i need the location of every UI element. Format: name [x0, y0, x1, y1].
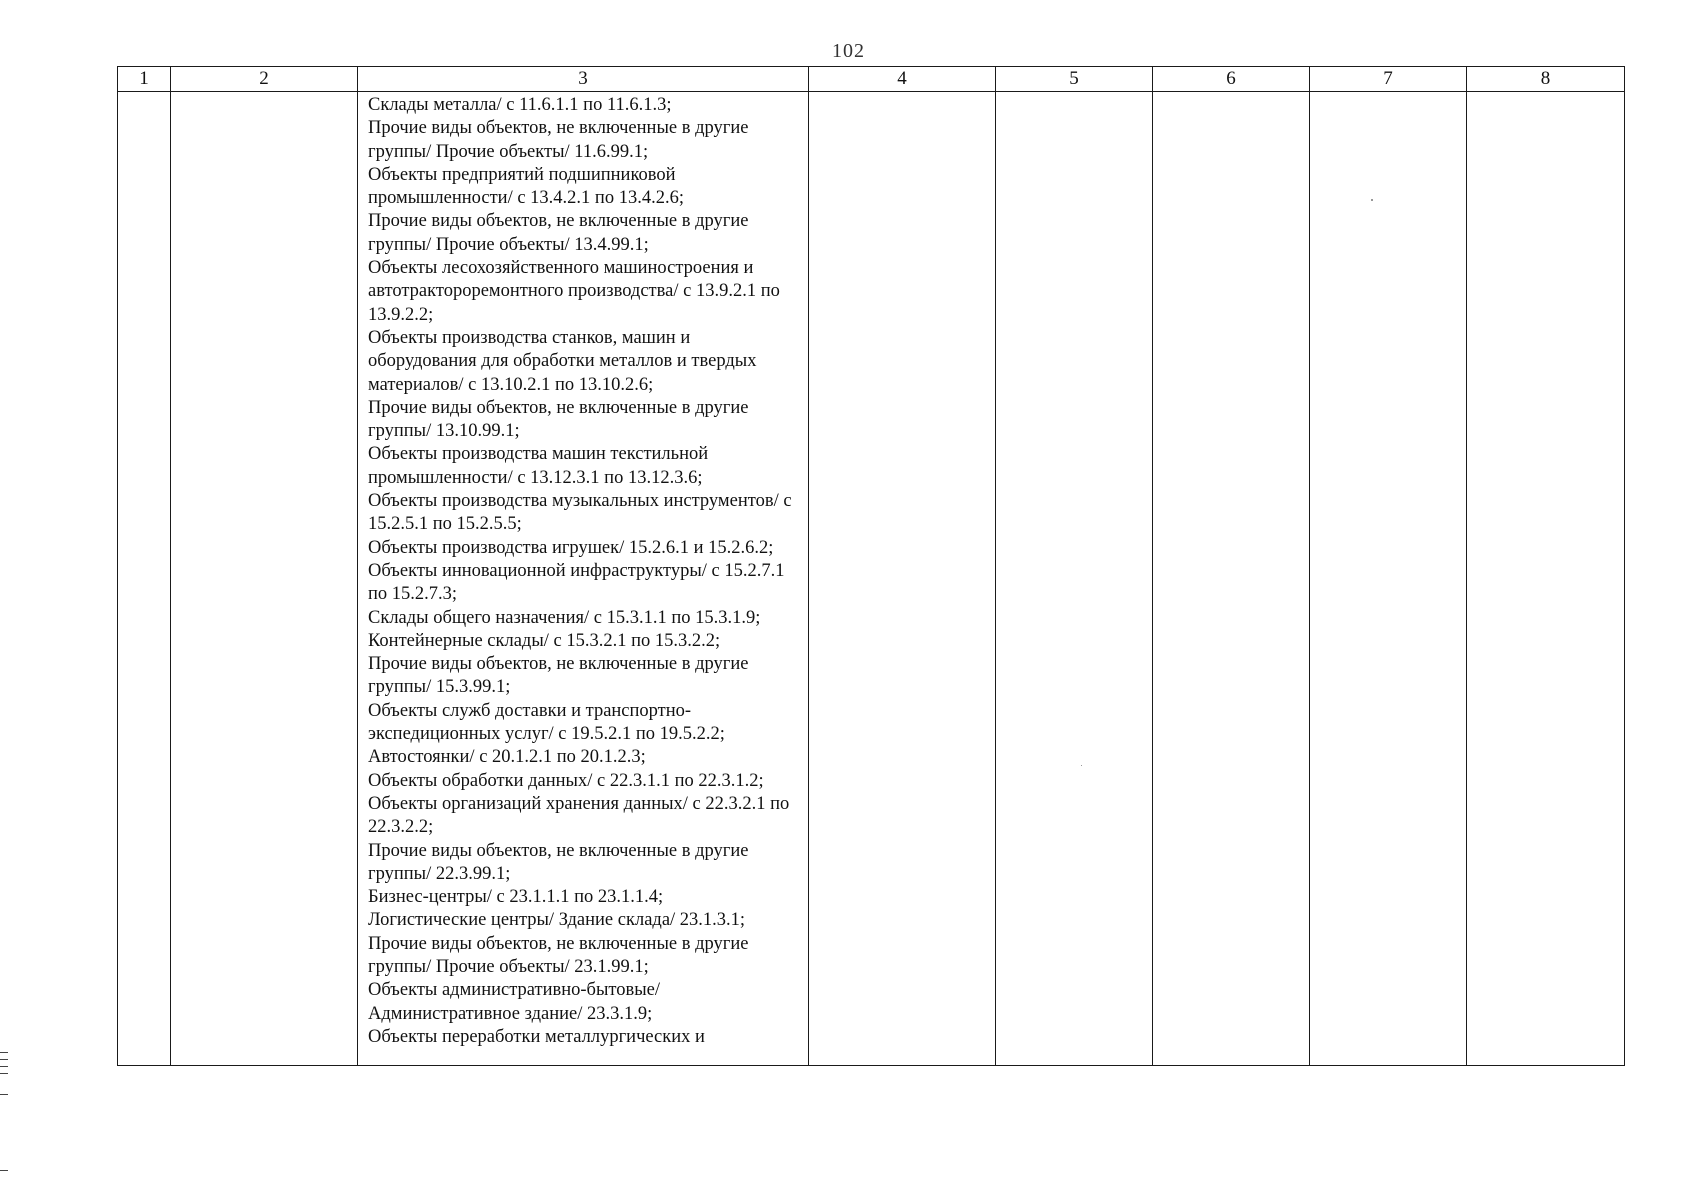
cell-col-1: [118, 92, 171, 1066]
header-col-5: 5: [996, 67, 1153, 92]
margin-mark: [0, 1170, 8, 1171]
list-item: Прочие виды объектов, не включенные в другие группы/ Прочие объекты/ 13.4.99.1;: [368, 211, 749, 255]
cell-col-5: [996, 92, 1153, 1066]
scan-speck: [1081, 765, 1082, 766]
table-row: [118, 92, 1625, 1066]
margin-mark: [0, 1059, 8, 1060]
list-item: Прочие виды объектов, не включенные в другие группы/ Прочие объекты/ 23.1.99.1;: [368, 933, 749, 977]
list-item: Склады металла/ с 11.6.1.1 по 11.6.1.3;: [368, 95, 672, 115]
list-item: Объекты обработки данных/ с 22.3.1.1 по 22.3.1.2;: [368, 770, 764, 791]
cell-col-4: [809, 92, 996, 1066]
cell-col-7: [1310, 92, 1467, 1066]
header-col-6: 6: [1153, 67, 1310, 92]
list-item: Прочие виды объектов, не включенные в другие группы/ 22.3.99.1;: [368, 840, 749, 884]
list-item: Прочие виды объектов, не включенные в другие группы/ Прочие объекты/ 11.6.99.1;: [368, 118, 749, 162]
header-col-1: 1: [118, 67, 171, 92]
document-table: [117, 66, 1625, 1066]
list-item: Объекты служб доставки и транспортно-экспедиционных услуг/ с 19.5.2.1 по 19.5.2.2;: [368, 700, 725, 745]
list-item: Логистические центры/ Здание склада/ 23.1.3.1;: [368, 910, 746, 931]
list-item: Объекты административно-бытовые/ Административное здание/ 23.3.1.9;: [368, 980, 660, 1024]
cell-col-8: [1467, 92, 1625, 1066]
margin-mark: [0, 1066, 8, 1067]
list-item: Склады общего назначения/ с 15.3.1.1 по 15.3.1.9;: [368, 607, 761, 628]
list-item: Прочие виды объектов, не включенные в другие группы/ 13.10.99.1;: [368, 397, 749, 442]
header-col-4: 4: [809, 67, 996, 92]
list-item: Объекты инновационной инфраструктуры/ с 15.2.7.1 по 15.2.7.3;: [368, 560, 785, 605]
header-col-8: 8: [1467, 67, 1625, 92]
list-item: Объекты производства музыкальных инструментов/ с 15.2.5.1 по 15.2.5.5;: [368, 491, 792, 535]
list-item: Объекты организаций хранения данных/ с 22.3.2.1 по 22.3.2.2;: [368, 793, 790, 838]
list-item: Объекты производства машин текстильной промышленности/ с 13.12.3.1 по 13.12.3.6;: [368, 444, 709, 488]
page-number: 102: [832, 40, 865, 62]
list-item: Объекты переработки металлургических и: [368, 1026, 705, 1047]
header-row: [118, 67, 1625, 92]
list-item: Бизнес-центры/ с 23.1.1.1 по 23.1.1.4;: [368, 887, 664, 908]
list-item: Объекты предприятий подшипниковой промышленности/ с 13.4.2.1 по 13.4.2.6;: [368, 164, 684, 209]
scan-speck: [1371, 199, 1373, 201]
cell-col-6: [1153, 92, 1310, 1066]
list-item: Контейнерные склады/ с 15.3.2.1 по 15.3.2.2;: [368, 630, 721, 651]
list-item: Объекты производства игрушек/ 15.2.6.1 и 15.2.6.2;: [368, 537, 774, 558]
header-col-3: 3: [358, 67, 809, 92]
cell-col-2: [171, 92, 358, 1066]
list-item: Объекты производства станков, машин и оборудования для обработки металлов и твердых материалов/ с 13.10.2.1 по 13.10.2.6;: [368, 327, 757, 395]
margin-mark: [0, 1094, 8, 1095]
list-item: Автостоянки/ с 20.1.2.1 по 20.1.2.3;: [368, 747, 646, 768]
object-type-list: [368, 94, 802, 1049]
margin-mark: [0, 1052, 8, 1053]
margin-mark: [0, 1073, 8, 1074]
list-item: Прочие виды объектов, не включенные в другие группы/ 15.3.99.1;: [368, 654, 749, 698]
list-item: Объекты лесохозяйственного машиностроения и автотрактороремонтного производства/ с 13.9.2.1 по 13.9.2.2;: [368, 258, 780, 325]
header-col-7: 7: [1310, 67, 1467, 92]
header-col-2: 2: [171, 67, 358, 92]
cell-col-3: [358, 92, 809, 1066]
